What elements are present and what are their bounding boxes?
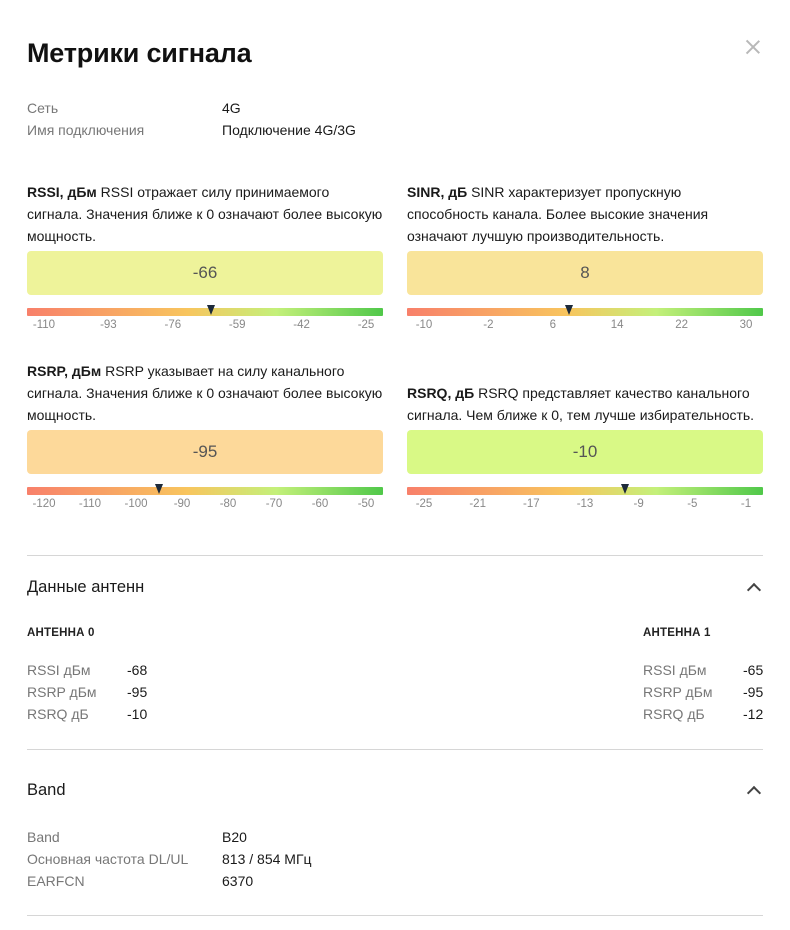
divider	[27, 749, 763, 750]
metric-rsrq-tick-label: -21	[469, 498, 486, 510]
metric-rsrp-text: RSRP указывает на силу канального сигнала. Значения ближе к 0 означают более высокую мощность.	[27, 363, 383, 423]
band-value: B20	[222, 829, 247, 845]
metric-rsrq-tick-label: -1	[740, 498, 752, 510]
metric-rssi-marker-icon	[207, 305, 215, 315]
metric-sinr-marker-icon	[565, 305, 573, 315]
metric-rssi-tick-label: -110	[32, 319, 56, 331]
antenna-0-rsrq-label: RSRQ дБ	[27, 706, 89, 722]
connection-info	[27, 97, 356, 141]
antenna-0-title: АНТЕННА 0	[27, 627, 95, 639]
metric-rsrq-value: -10	[572, 442, 598, 461]
metric-sinr-name: SINR, дБ	[407, 184, 468, 200]
band-info	[27, 826, 312, 892]
metric-sinr-tick-label: -2	[483, 319, 494, 331]
metric-rssi-text: RSSI отражает силу принимаемого сигнала. Значения ближе к 0 означают более высокую мощность.	[27, 184, 383, 244]
metric-rsrq-name: RSRQ, дБ	[407, 385, 475, 401]
metric-sinr-scale	[407, 308, 763, 316]
frequency-label: Основная частота DL/UL	[27, 851, 189, 867]
antenna-1-rssi-value: -65	[743, 662, 764, 678]
metric-sinr-tick-label: -10	[415, 319, 433, 331]
antenna-1-data	[643, 659, 763, 725]
metric-rssi	[27, 181, 383, 331]
earfcn-label: EARFCN	[27, 873, 85, 889]
antenna-0-rsrp-value: -95	[127, 684, 148, 700]
divider	[27, 915, 763, 916]
earfcn-value: 6370	[222, 873, 254, 889]
antenna-0-rssi-label: RSSI дБм	[27, 662, 91, 678]
chevron-up-icon[interactable]	[747, 783, 761, 797]
metric-rssi-name: RSSI, дБм	[27, 184, 97, 200]
metric-sinr	[407, 181, 763, 331]
metric-rssi-ticks	[27, 319, 383, 333]
metric-rsrq-marker-icon	[621, 484, 629, 494]
close-icon[interactable]	[744, 38, 762, 56]
antenna-0-data	[27, 659, 147, 725]
metric-rssi-tick-label: -59	[228, 319, 246, 331]
metric-sinr-value-box	[407, 251, 763, 295]
connection-name-value: Подключение 4G/3G	[222, 122, 356, 138]
antenna-1-title: АНТЕННА 1	[643, 627, 711, 639]
band-section-title[interactable]: Band	[27, 781, 66, 799]
metric-rsrp-tick-label: -120	[32, 498, 56, 510]
metric-rsrp	[27, 360, 383, 510]
metric-sinr-description	[407, 181, 763, 247]
metric-rsrq-scale	[407, 487, 763, 495]
metric-rssi-tick-label: -25	[357, 319, 375, 331]
metric-rsrq-tick-label: -17	[523, 498, 540, 510]
metric-rsrp-tick-label: -60	[311, 498, 329, 510]
metric-rsrq-tick-label: -9	[633, 498, 644, 510]
metric-sinr-text: SINR характеризует пропускную способность канала. Более высокие значения означают лучшую производительность.	[407, 184, 709, 244]
metric-rsrp-tick-label: -110	[78, 498, 102, 510]
metric-sinr-tick-label: 6	[549, 319, 556, 331]
metric-rssi-description	[27, 181, 383, 247]
metric-rsrq	[407, 382, 763, 510]
connection-name-label: Имя подключения	[27, 122, 145, 138]
metric-rsrq-value-box	[407, 430, 763, 474]
metric-rssi-scale	[27, 308, 383, 316]
metric-rsrp-tick-label: -100	[124, 498, 148, 510]
metric-rssi-value-box	[27, 251, 383, 295]
metric-rssi-tick-label: -93	[100, 319, 117, 331]
metric-rsrp-marker-icon	[155, 484, 163, 494]
antennas-section-title[interactable]: Данные антенн	[27, 578, 145, 596]
metric-rsrq-tick-label: -25	[415, 498, 433, 510]
divider	[27, 555, 763, 556]
antenna-0-rsrp-label: RSRP дБм	[27, 684, 97, 700]
page-title: Метрики сигнала	[27, 38, 252, 68]
network-value: 4G	[222, 100, 241, 116]
metric-sinr-tick-label: 14	[610, 319, 624, 331]
antenna-1-rsrp-label: RSRP дБм	[643, 684, 713, 700]
metric-rsrp-tick-label: -80	[219, 498, 237, 510]
antenna-1-rsrq-label: RSRQ дБ	[643, 706, 705, 722]
antenna-1-rsrq-value: -12	[743, 706, 764, 722]
metric-rsrp-tick-label: -50	[357, 498, 375, 510]
metric-sinr-tick-label: 30	[739, 319, 753, 331]
chevron-up-icon[interactable]	[747, 580, 761, 594]
metric-sinr-tick-label: 22	[675, 319, 688, 331]
antenna-1-rsrp-value: -95	[743, 684, 764, 700]
metric-rsrq-tick-label: -5	[687, 498, 698, 510]
frequency-value: 813 / 854 МГц	[222, 851, 312, 867]
metric-sinr-value: 8	[580, 263, 590, 282]
network-label: Сеть	[27, 100, 59, 116]
antenna-0-rsrq-value: -10	[127, 706, 148, 722]
metric-rsrp-tick-label: -70	[265, 498, 283, 510]
metric-rssi-tick-label: -76	[164, 319, 182, 331]
metric-rsrp-value: -95	[192, 442, 218, 461]
metric-rssi-value: -66	[192, 263, 218, 282]
metric-rsrq-text: RSRQ представляет качество канального сигнала. Чем ближе к 0, тем лучше избирательность.	[407, 385, 755, 423]
metric-rsrq-ticks	[407, 498, 763, 512]
antenna-0-rssi-value: -68	[127, 662, 148, 678]
antenna-1-rssi-label: RSSI дБм	[643, 662, 707, 678]
metric-rsrp-tick-label: -90	[173, 498, 191, 510]
band-label: Band	[27, 829, 60, 845]
metric-sinr-ticks	[407, 319, 763, 333]
metric-rsrp-name: RSRP, дБм	[27, 363, 102, 379]
metric-rsrp-description	[27, 360, 383, 426]
metric-rsrp-scale	[27, 487, 383, 495]
metric-rsrq-tick-label: -13	[576, 498, 594, 510]
metric-rssi-tick-label: -42	[293, 319, 310, 331]
metric-rsrp-value-box	[27, 430, 383, 474]
metric-rsrp-ticks	[27, 498, 383, 512]
metric-rsrq-description	[407, 382, 763, 426]
